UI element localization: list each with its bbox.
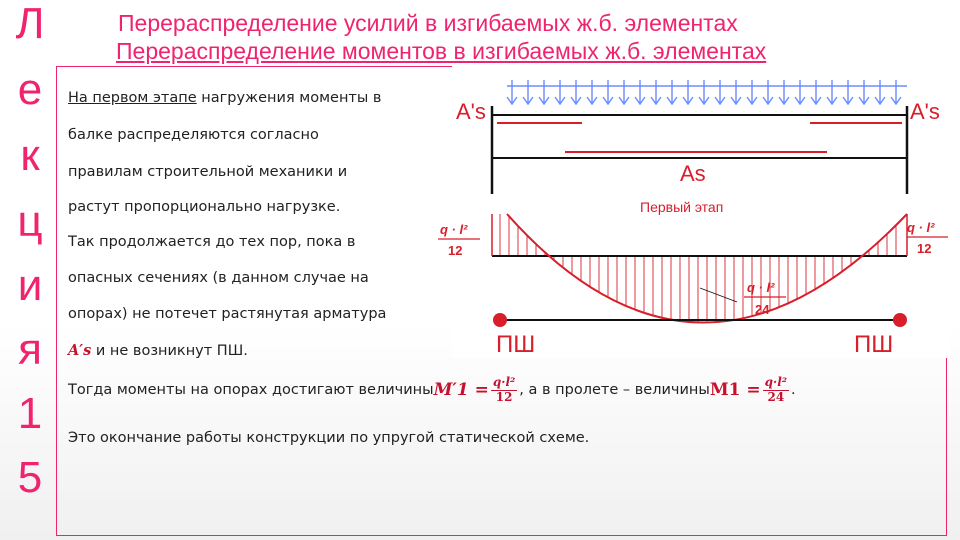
text-span: , а в пролете – величины — [519, 382, 710, 399]
side-letter: 1 — [17, 389, 43, 438]
fraction-numerator: q·l² — [764, 375, 788, 389]
fraction-denominator: 24 — [767, 389, 785, 404]
support-moment-symbol: M′1 = — [433, 380, 489, 401]
text-line-6: опасных сечениях (в данном случае на — [68, 270, 369, 286]
span-moment-symbol: M1 = — [709, 380, 761, 401]
text-line-4: растут пропорционально нагрузке. — [68, 199, 341, 215]
page-subtitle: Перераспределение моментов в изгибаемых ж.б. элементах — [116, 38, 767, 64]
support-moment-fraction — [491, 376, 517, 405]
text-line-10: Это окончание работы конструкции по упругой статической схеме. — [68, 430, 590, 446]
text-line-9 — [68, 376, 796, 405]
rebar-label-top-right: A's — [910, 99, 940, 124]
text-line-2: балке распределяются согласно — [68, 127, 319, 143]
moment-right-denominator: 12 — [917, 241, 932, 256]
plastic-hinge-left — [493, 313, 507, 327]
side-letter: Л — [15, 0, 45, 48]
rebar-label-top-left: A's — [456, 99, 486, 124]
side-letter: е — [17, 65, 43, 114]
moment-mid-numerator: q · l² — [747, 280, 775, 295]
plastic-hinge-right — [893, 313, 907, 327]
text-line-5: Так продолжается до тех пор, пока в — [68, 234, 356, 250]
text-line-1 — [68, 90, 381, 106]
side-letter: и — [17, 261, 43, 310]
side-letter: 5 — [17, 453, 43, 502]
side-vertical-label — [0, 0, 60, 540]
text-span: Тогда моменты на опорах достигают величины — [68, 382, 434, 399]
moment-right-numerator: q · l² — [907, 220, 935, 235]
rebar-label-bottom: As — [680, 161, 706, 186]
side-letter: к — [20, 131, 40, 180]
stage-label: Первый этап — [640, 199, 724, 215]
text-line-8 — [68, 342, 248, 359]
hinge-label-right: ПШ — [854, 331, 894, 358]
moment-left-denominator: 12 — [448, 243, 463, 258]
moment-mid-denominator: 24 — [755, 302, 770, 317]
text-span: . — [791, 382, 796, 399]
text-line-3: правилам строительной механики и — [68, 164, 348, 180]
side-letter: я — [18, 325, 42, 374]
text-span: и не возникнут ПШ. — [91, 343, 248, 359]
moment-left-numerator: q · l² — [440, 222, 468, 237]
text-span: нагружения моменты в — [196, 90, 382, 106]
hinge-label-left: ПШ — [496, 331, 536, 358]
text-line-7: опорах) не потечет растянутая арматура — [68, 306, 387, 322]
beam-diagram — [440, 66, 952, 366]
fraction-numerator: q·l² — [492, 375, 516, 389]
underlined-phrase: На первом этапе — [68, 90, 197, 106]
fraction-denominator: 12 — [495, 389, 513, 404]
span-moment-fraction — [763, 376, 789, 405]
rebar-symbol: A′s — [68, 342, 92, 359]
page-title: Перераспределение усилий в изгибаемых ж.б. элементах — [118, 10, 738, 36]
side-letter: ц — [17, 197, 43, 246]
